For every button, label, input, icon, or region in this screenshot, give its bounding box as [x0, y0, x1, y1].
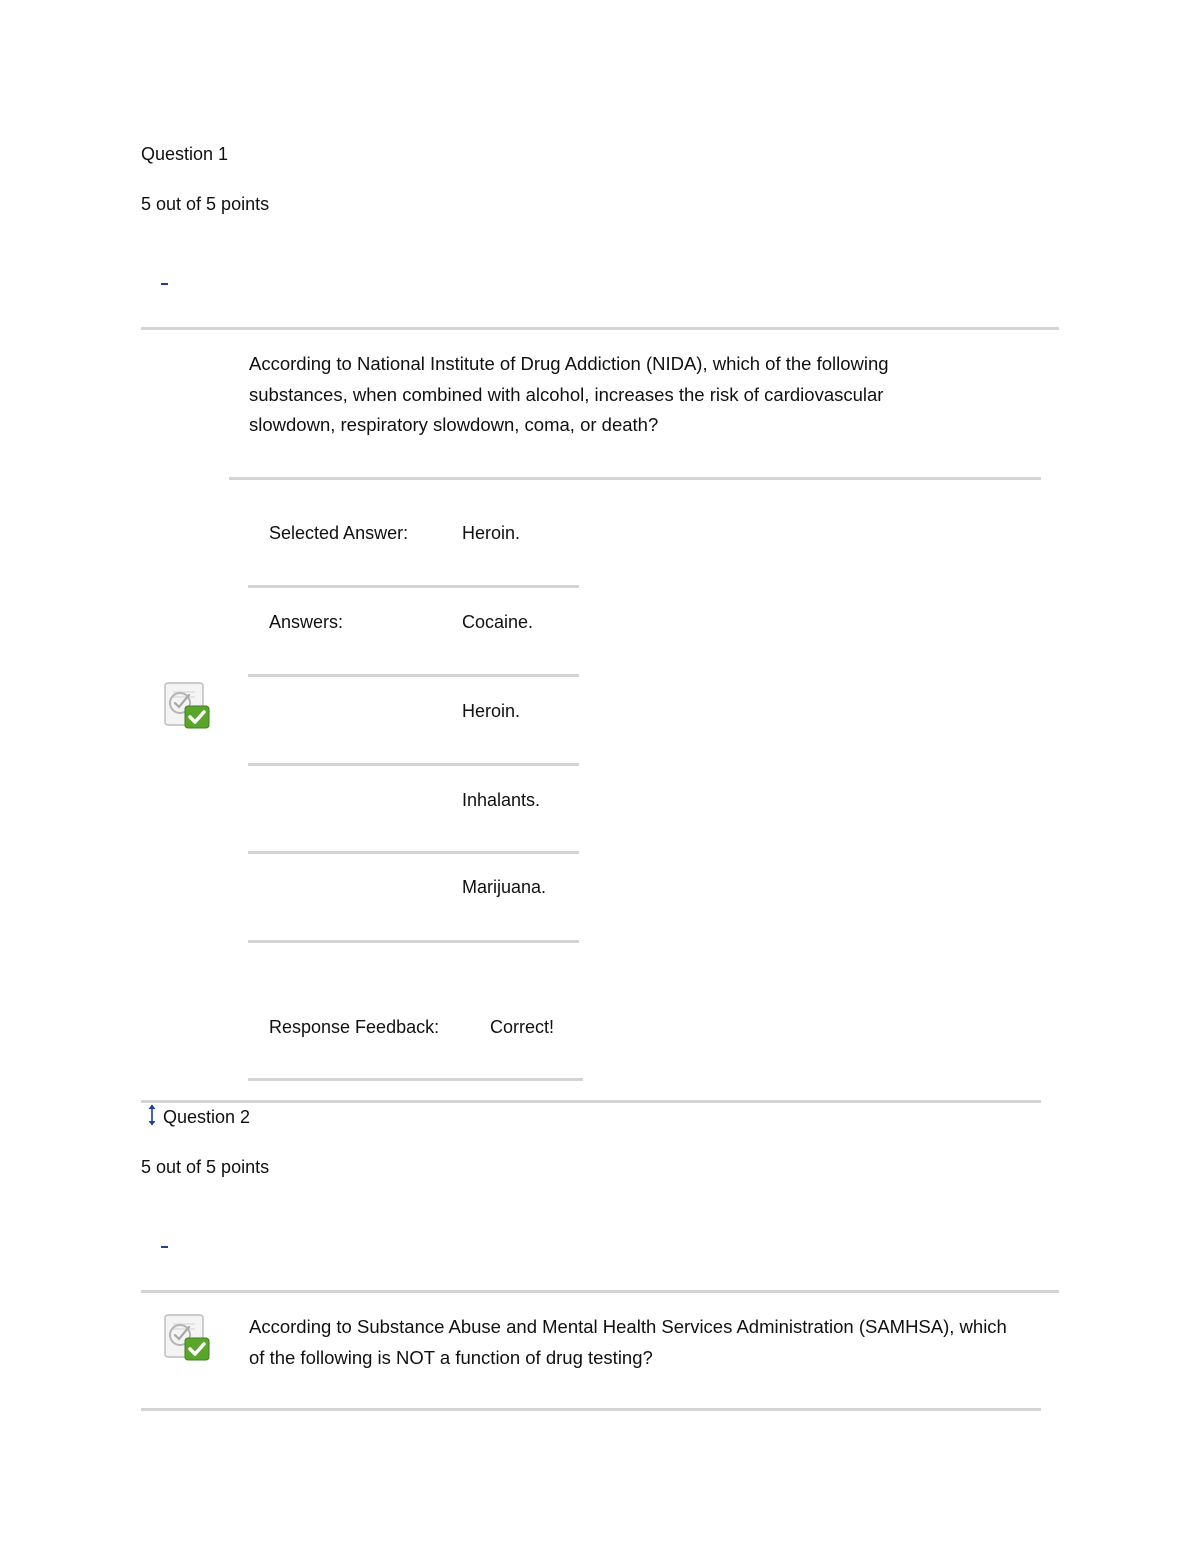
feedback-divider: [248, 1078, 583, 1081]
answer-option-3: Inhalants.: [462, 790, 541, 810]
question-2-text: According to Substance Abuse and Mental Health Services Administration (SAMHSA), which of the following is NOT a function of drug testing?: [249, 1316, 1007, 1368]
question-2-top-divider: [141, 1290, 1059, 1293]
answers-label: Answers:: [269, 612, 344, 632]
question-1-bottom-divider: [141, 1100, 1041, 1103]
question-1-top-divider: [141, 327, 1059, 330]
question-2-bottom-divider: [141, 1408, 1041, 1411]
response-feedback-value: Correct!: [490, 1017, 555, 1037]
answer-option-4: Marijuana.: [462, 877, 547, 897]
question-2-points: 5 out of 5 points: [141, 1157, 270, 1177]
answer-row-divider: [248, 763, 579, 766]
question-1-collapse-toggle[interactable]: [161, 283, 168, 285]
answer-row-divider: [248, 674, 579, 677]
answer-option-1: Cocaine.: [462, 612, 534, 632]
question-2-collapse-toggle[interactable]: [161, 1246, 168, 1248]
question-1-text-divider: [229, 477, 1041, 480]
response-feedback-label: Response Feedback:: [269, 1017, 440, 1037]
answer-option-2: Heroin.: [462, 701, 521, 721]
answer-row-divider: [248, 585, 579, 588]
selected-answer-value: Heroin.: [462, 523, 521, 543]
answer-row-divider: [248, 851, 579, 854]
selected-answer-label: Selected Answer:: [269, 523, 409, 543]
correct-check-icon: [161, 1312, 213, 1364]
question-1-title: Question 1: [141, 144, 229, 164]
answer-row-divider: [248, 940, 579, 943]
question-1-points: 5 out of 5 points: [141, 194, 270, 214]
correct-check-icon: [161, 680, 213, 732]
reorder-arrow-icon[interactable]: [147, 1103, 157, 1127]
question-2-title: Question 2: [163, 1107, 251, 1127]
question-1-text: According to National Institute of Drug Addiction (NIDA), which of the following substances, when combined with alcohol, increases the risk of cardiovascular slowdown, respiratory slowdown, coma, or death?: [249, 353, 889, 435]
